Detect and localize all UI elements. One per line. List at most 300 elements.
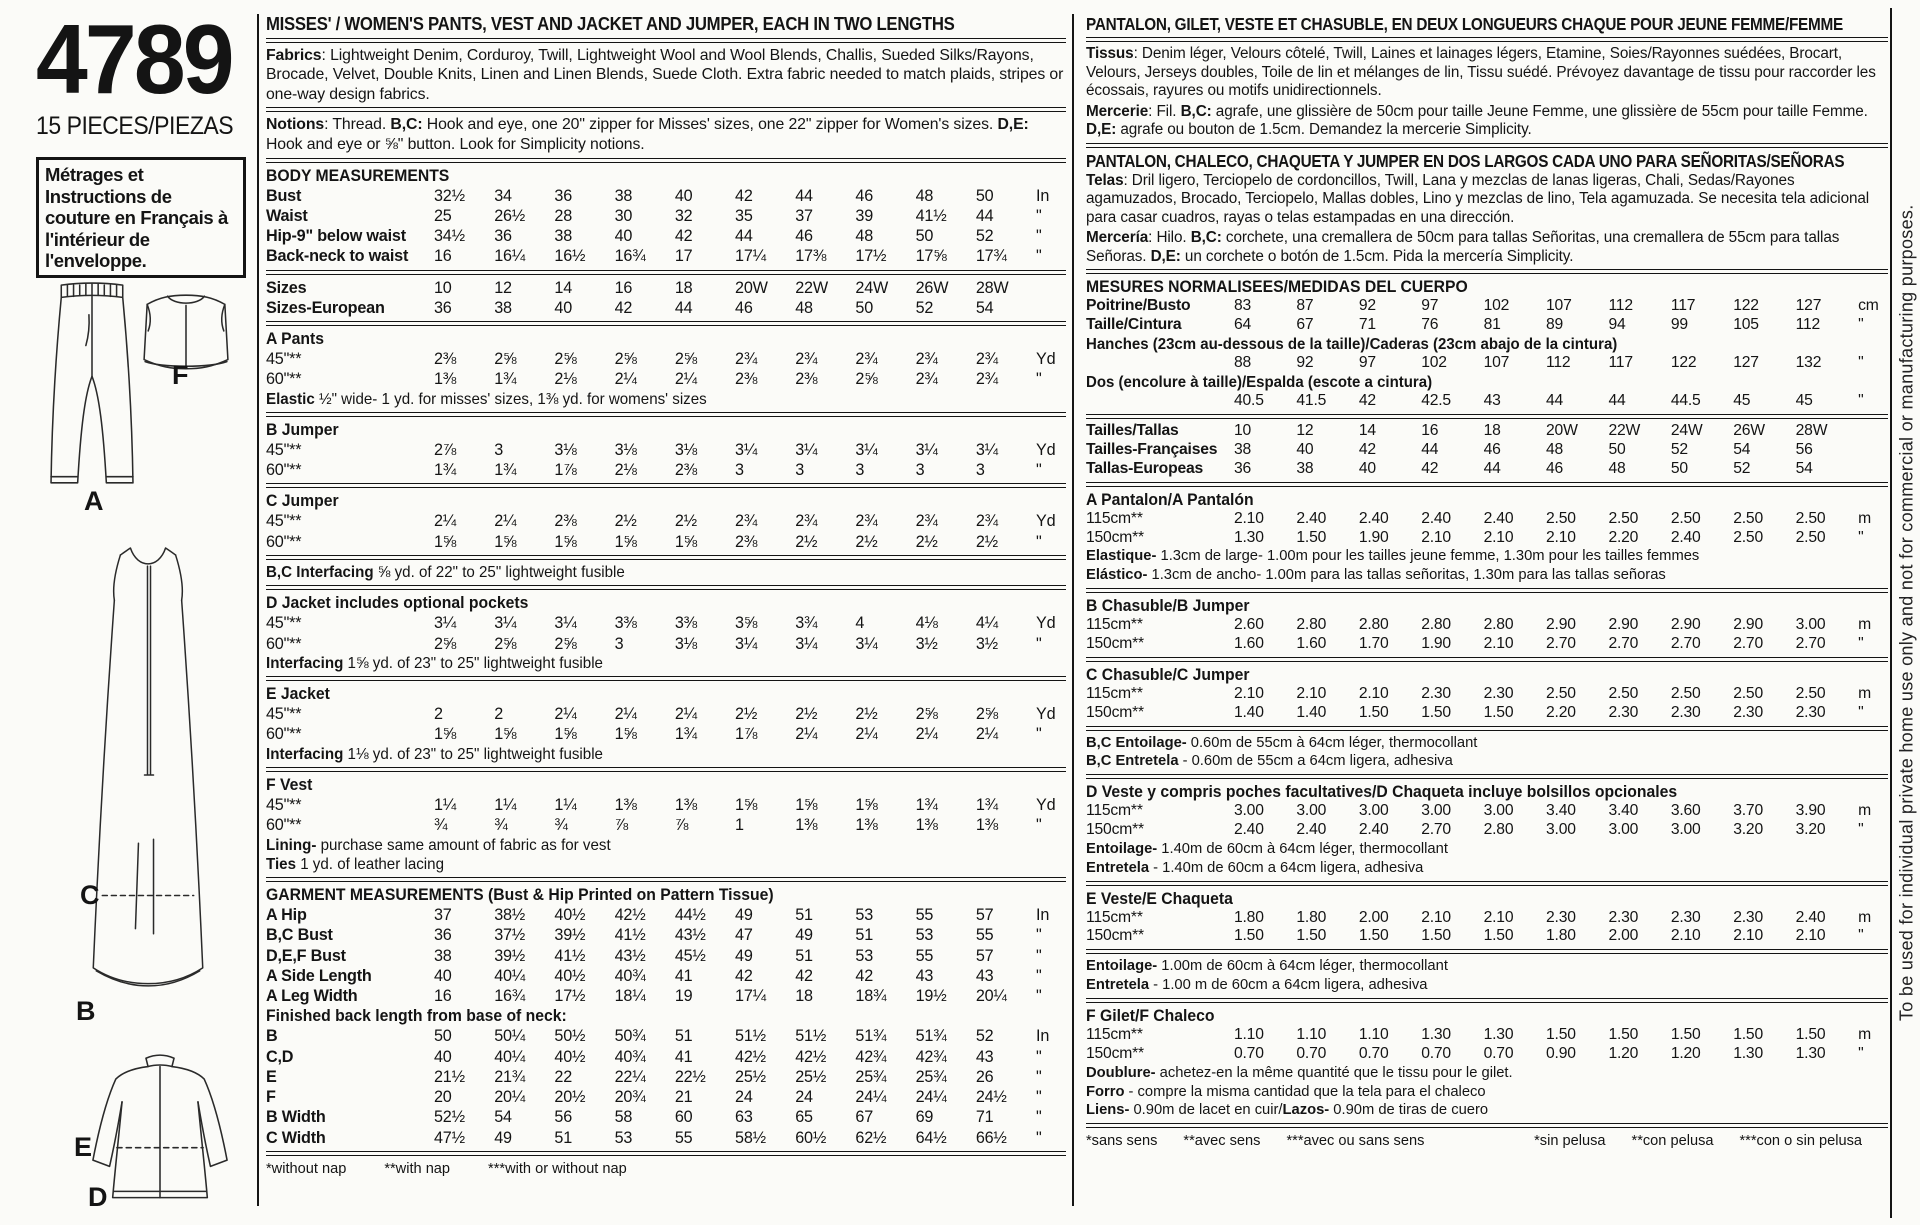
text-segment: un corchete o botón de 1.5cm. Pida la mercería Simplicity. <box>1180 247 1574 265</box>
row-label: 45"** <box>266 614 302 633</box>
text-segment: D,E: <box>1086 121 1117 139</box>
cell: 2¾ <box>975 350 998 369</box>
cell: 1¾ <box>975 796 998 814</box>
cell: 49 <box>735 946 753 965</box>
cell: 22¼ <box>614 1067 646 1086</box>
cell: 97 <box>1421 297 1439 315</box>
cell: 1 <box>735 816 744 835</box>
cell: 39 <box>855 206 874 225</box>
cell: 3¼ <box>795 440 818 459</box>
cell: 2.40 <box>1296 821 1327 839</box>
cell: 2⅝ <box>554 634 577 653</box>
cell: 0.70 <box>1234 1044 1264 1062</box>
cell: 16½ <box>554 247 586 266</box>
cell: 69 <box>915 1108 934 1127</box>
paragraph <box>1086 45 1888 101</box>
cell: 2¼ <box>434 512 457 531</box>
text-segment: agrafe, une glissière de 50cm pour taille Jeune Femme, une glissière de 55cm pour taille Femme. <box>1211 102 1868 120</box>
cell: 2.00 <box>1608 927 1639 945</box>
cell: 63 <box>735 1108 753 1127</box>
unit-label: m <box>1858 1025 1871 1043</box>
table-row <box>266 369 1066 389</box>
table-row <box>266 795 1066 815</box>
text-segment: : Lightweight Denim, Corduroy, Twill, Lightweight Wool and Wool Blends, Challis, Sueded Silks/Rayons, Brocade, Velvet, Double Knits, Linen and Linen Blends, Suede Cloth. Extra fabric needed to match plaids, stripes or one-way design fabrics. <box>266 46 1064 103</box>
cell: 28 <box>554 206 573 225</box>
cell: 1¼ <box>434 796 457 814</box>
cell: 38 <box>494 298 512 317</box>
cell: 17¼ <box>735 247 766 266</box>
unit-label: " <box>1036 247 1042 266</box>
cell: 1.50 <box>1483 927 1514 945</box>
cell: 2⅝ <box>494 350 517 369</box>
cell: 44 <box>1546 392 1564 410</box>
cell: 3.20 <box>1733 821 1763 839</box>
cell: 45½ <box>674 946 706 965</box>
cell: 3.90 <box>1795 802 1826 820</box>
cell: 14 <box>554 278 573 297</box>
french-instructions-box: Métrages et Instructions de couture en Français à l'intérieur de l'enveloppe. <box>36 157 246 278</box>
cell: 2½ <box>614 512 637 531</box>
cell: 2¾ <box>975 512 998 531</box>
cell: 1⅝ <box>554 532 577 551</box>
cell: 46 <box>735 298 753 317</box>
cell: 2.50 <box>1546 684 1576 702</box>
cell: 18 <box>1483 422 1501 440</box>
cell: 3 <box>915 461 925 480</box>
cell: 3⅛ <box>674 440 697 459</box>
cell: 26W <box>915 278 949 297</box>
cell: 2.20 <box>1546 703 1576 721</box>
unit-label: m <box>1858 509 1871 527</box>
cell: 44 <box>1608 392 1626 410</box>
cell: 51½ <box>795 1027 827 1046</box>
unit-label: " <box>1036 725 1042 744</box>
cell: 2.10 <box>1483 634 1514 652</box>
cell: 60 <box>674 1108 693 1127</box>
cell: 2⅜ <box>735 532 758 551</box>
cell: 2.10 <box>1795 927 1826 945</box>
row-label: Back-neck to waist <box>266 247 409 266</box>
text-segment: Mercerie <box>1086 102 1149 120</box>
table-row <box>266 986 1066 1006</box>
cell: 112 <box>1546 354 1571 372</box>
text-segment: Fabrics <box>266 46 322 64</box>
cell: 42 <box>1358 441 1376 459</box>
english-sections <box>266 46 1066 1156</box>
cell: 1⅜ <box>975 816 998 835</box>
table-row <box>266 1107 1066 1127</box>
cell: 42 <box>855 966 874 985</box>
cell: 1.50 <box>1421 703 1451 721</box>
section-divider <box>1086 588 1888 593</box>
text-segment: ½" wide- 1 yd. for misses' sizes, 1⅜ yd. for womens' sizes <box>314 390 707 408</box>
cell: 1¾ <box>915 796 938 814</box>
section-heading: E Jacket <box>266 685 330 704</box>
cell: 52 <box>1733 459 1751 477</box>
cell: 17½ <box>554 987 586 1006</box>
footnote-without-nap: *without nap <box>266 1160 347 1177</box>
cell: 34½ <box>434 227 465 246</box>
section-divider <box>266 158 1066 163</box>
table-row <box>1086 927 1888 946</box>
table-row <box>1086 616 1888 635</box>
unit-label: Yd <box>1036 350 1056 369</box>
view-label-a: A <box>84 486 105 516</box>
table-row <box>266 511 1066 531</box>
cell: 1.50 <box>1296 528 1327 546</box>
cell: 20W <box>735 278 768 297</box>
cell: 52 <box>1670 441 1688 459</box>
cell: 1.40 <box>1234 703 1264 721</box>
section-divider <box>266 676 1066 681</box>
table-note <box>1086 1083 1864 1102</box>
table-row <box>266 905 1066 925</box>
cell: 14 <box>1358 422 1376 440</box>
unit-label: cm <box>1858 297 1879 315</box>
unit-label: Yd <box>1036 705 1056 724</box>
unit-label: " <box>1036 816 1042 835</box>
cell: 2.30 <box>1608 703 1639 721</box>
cell: 2¼ <box>494 512 517 531</box>
table-row <box>266 946 1066 966</box>
cell: 43½ <box>614 946 646 965</box>
cell: 3 <box>494 440 504 459</box>
row-label: 115cm** <box>1086 684 1143 702</box>
unit-label: " <box>1858 821 1864 839</box>
cell: 2¾ <box>855 350 878 369</box>
cell: 4⅛ <box>915 614 938 633</box>
cell: ¾ <box>434 816 448 835</box>
cell: 17½ <box>855 247 887 266</box>
cell: 1.80 <box>1546 927 1576 945</box>
cell: 36 <box>434 298 452 317</box>
cell: 2¾ <box>735 512 758 531</box>
cell: 1.30 <box>1421 1025 1451 1043</box>
table-span-label: Dos (encolure à taille)/Espalda (escote a cintura) <box>1086 374 1433 392</box>
table-row <box>266 1087 1066 1107</box>
cell: 16 <box>434 247 452 266</box>
text-segment: agrafe ou bouton de 1.5cm. Demandez la mercerie Simplicity. <box>1116 121 1532 139</box>
footnote-with-nap: **with nap <box>384 1160 451 1177</box>
cell: 1⅝ <box>674 532 697 551</box>
cell: 52½ <box>434 1108 465 1127</box>
table-note <box>266 836 1042 855</box>
cell: 50 <box>1670 459 1688 477</box>
row-label: Tallas-Europeas <box>1086 459 1204 477</box>
cell: 48 <box>1608 459 1626 477</box>
cell: 1¾ <box>494 370 517 389</box>
cell: 42¾ <box>915 1047 947 1066</box>
text-segment: achetez-en la même quantité que le tissu pour le gilet. <box>1155 1063 1513 1081</box>
text-segment: Interfacing <box>266 745 344 763</box>
cell: 32½ <box>434 186 465 205</box>
table-row <box>266 1026 1066 1046</box>
cell: 21½ <box>434 1067 465 1086</box>
cell: 57 <box>975 906 994 925</box>
unit-label: In <box>1036 1027 1050 1046</box>
cell: 38½ <box>494 906 526 925</box>
cell: 2⅝ <box>915 705 938 724</box>
cell: 2¼ <box>674 705 697 724</box>
cell: 2 <box>494 705 504 724</box>
table-note <box>1086 976 1864 995</box>
cell: 65 <box>795 1108 813 1127</box>
cell: 2.50 <box>1670 684 1701 702</box>
cell: 1.20 <box>1608 1044 1639 1062</box>
cell: 2.40 <box>1483 509 1514 527</box>
cell: 10 <box>434 278 452 297</box>
cell: 28W <box>1795 422 1828 440</box>
cell: 1⅜ <box>795 816 818 835</box>
row-label: B <box>266 1027 278 1046</box>
row-label: 150cm** <box>1086 1044 1144 1062</box>
cell: 16¾ <box>614 247 646 266</box>
cell: 40¾ <box>614 1047 646 1066</box>
cell: 122 <box>1733 297 1759 315</box>
text-segment: Lining- <box>266 836 317 854</box>
section-heading: B Chasuble/B Jumper <box>1086 597 1250 616</box>
row-label: 45"** <box>266 440 302 459</box>
table-row <box>1086 510 1888 529</box>
cell: 3.00 <box>1670 821 1701 839</box>
cell: 38 <box>1234 441 1252 459</box>
cell: 2.90 <box>1733 616 1763 634</box>
table-note <box>1086 840 1864 859</box>
cell: 2.10 <box>1670 927 1701 945</box>
row-label: 60"** <box>266 461 302 480</box>
cell: 50 <box>915 227 934 246</box>
cell: 54 <box>494 1108 512 1127</box>
cell: 46 <box>855 186 874 205</box>
section-divider <box>1086 143 1888 148</box>
row-label: A Side Length <box>266 966 372 985</box>
section-heading: F Vest <box>266 775 313 794</box>
row-label: 150cm** <box>1086 703 1144 721</box>
cell: 51 <box>795 946 813 965</box>
paragraph <box>1086 172 1888 228</box>
cell: 0.70 <box>1483 1044 1514 1062</box>
cell: 3½ <box>915 634 938 653</box>
section-heading: B Jumper <box>266 420 339 439</box>
text-segment: 1 yd. of leather lacing <box>295 855 444 873</box>
unit-label: " <box>1036 1067 1042 1086</box>
table-row <box>266 724 1066 744</box>
table-row <box>266 246 1066 266</box>
cell: 2.50 <box>1546 509 1576 527</box>
cell: 53 <box>855 946 874 965</box>
table-row <box>266 1067 1066 1087</box>
cell: 1.10 <box>1296 1025 1327 1043</box>
cell: 2.70 <box>1795 634 1826 652</box>
cell: 2.10 <box>1296 684 1327 702</box>
table-row <box>1086 802 1888 821</box>
cell: 62½ <box>855 1128 887 1147</box>
section-divider <box>1086 657 1888 662</box>
cell: 3.00 <box>1296 802 1327 820</box>
view-label-e: E <box>74 1132 94 1162</box>
cell: 2.30 <box>1608 908 1639 926</box>
text-segment: Notions <box>266 116 325 134</box>
cell: 25 <box>434 206 452 225</box>
table-row <box>1086 909 1888 928</box>
cell: 42 <box>795 966 813 985</box>
row-label: C,D <box>266 1047 294 1066</box>
row-label: C Width <box>266 1128 326 1147</box>
cell: 36 <box>1234 459 1252 477</box>
cell: 51 <box>554 1128 573 1147</box>
row-label: A Hip <box>266 906 307 925</box>
cell: 2¼ <box>674 370 697 389</box>
cell: 89 <box>1546 316 1564 334</box>
cell: 43 <box>975 966 994 985</box>
section-divider <box>1086 949 1888 954</box>
cell: 3¼ <box>795 634 818 653</box>
table-row <box>1086 1026 1888 1045</box>
cell: 2⅝ <box>855 370 878 389</box>
cell: 46 <box>1483 441 1501 459</box>
cell: 49 <box>795 926 813 945</box>
text-segment: : Fil. <box>1148 102 1181 120</box>
table-row <box>1086 685 1888 704</box>
cell: 3 <box>975 461 985 480</box>
unit-label: In <box>1036 186 1050 205</box>
cell: 20¼ <box>494 1088 526 1107</box>
row-label: 115cm** <box>1086 908 1143 926</box>
cell: 41½ <box>554 946 586 965</box>
unit-label: " <box>1036 1108 1042 1127</box>
cell: 3⅜ <box>674 614 697 633</box>
unit-label: " <box>1036 532 1042 551</box>
cell: 2.10 <box>1733 927 1763 945</box>
section-divider <box>266 767 1066 772</box>
unit-label: " <box>1858 528 1864 546</box>
section-divider <box>266 877 1066 882</box>
cell: 2.80 <box>1483 616 1514 634</box>
cell: 1¼ <box>494 796 517 814</box>
cell: 117 <box>1670 297 1696 315</box>
cell: 36 <box>494 227 512 246</box>
cell: 24 <box>795 1088 813 1107</box>
text-segment: Forro <box>1086 1082 1125 1100</box>
table-row <box>266 634 1066 654</box>
row-label: 115cm** <box>1086 509 1143 527</box>
row-label: B Width <box>266 1108 326 1127</box>
unit-label: " <box>1036 634 1042 653</box>
text-segment: Entretela <box>1086 858 1150 876</box>
cell: 35 <box>735 206 753 225</box>
unit-label: " <box>1858 1044 1864 1062</box>
cell: 41 <box>674 1047 693 1066</box>
cell: 28W <box>975 278 1009 297</box>
english-column <box>266 14 1066 1177</box>
row-label: 45"** <box>266 796 302 814</box>
pieces-count: 15 PIECES/PIEZAS <box>36 112 234 141</box>
unit-label: In <box>1036 906 1050 925</box>
cell: 1.50 <box>1670 1025 1701 1043</box>
cell: 2.50 <box>1608 509 1639 527</box>
cell: 55 <box>915 946 934 965</box>
cell: 112 <box>1795 316 1821 334</box>
cell: 22 <box>554 1067 573 1086</box>
cell: 3.00 <box>1234 802 1264 820</box>
cell: 3⅛ <box>614 440 637 459</box>
cell: 44 <box>975 206 994 225</box>
cell: 64½ <box>915 1128 947 1147</box>
cell: 88 <box>1234 354 1252 372</box>
cell: 45 <box>1795 392 1813 410</box>
cell: ¾ <box>554 816 568 835</box>
cell: 10 <box>1234 422 1252 440</box>
cell: 2.90 <box>1546 616 1576 634</box>
cell: 47½ <box>434 1128 465 1147</box>
cell: 40¼ <box>494 966 526 985</box>
table-row <box>1086 441 1888 460</box>
cell: 41½ <box>915 206 947 225</box>
row-label: 150cm** <box>1086 821 1144 839</box>
cell: 99 <box>1670 316 1688 334</box>
cell: 34 <box>494 186 512 205</box>
text-segment: Entoilage- <box>1086 839 1158 857</box>
cell: 2½ <box>795 705 818 724</box>
cell: 53 <box>614 1128 633 1147</box>
table-note <box>1086 547 1864 566</box>
text-segment: 0.60m de 55cm à 64cm léger, thermocollant <box>1186 733 1478 751</box>
cell: 42 <box>1421 459 1439 477</box>
text-segment: 1.00m de 60cm à 64cm léger, thermocollant <box>1157 957 1448 975</box>
pattern-number: 4789 <box>36 4 232 114</box>
cell: 2.10 <box>1234 509 1264 527</box>
text-segment: Liens- <box>1086 1101 1130 1119</box>
text-segment: : Thread. <box>324 116 391 134</box>
table-note <box>1086 859 1864 878</box>
cell: 122 <box>1670 354 1697 372</box>
table-row <box>1086 422 1888 441</box>
foreign-column <box>1086 14 1888 1149</box>
cell: 18 <box>674 278 693 297</box>
row-label: Poitrine/Busto <box>1086 297 1191 315</box>
cell: 2.30 <box>1733 908 1763 926</box>
row-label: 115cm** <box>1086 802 1143 820</box>
cell: 42½ <box>614 906 646 925</box>
cell: 92 <box>1358 297 1376 315</box>
cell: 2½ <box>735 705 758 724</box>
row-label: B,C Bust <box>266 926 333 945</box>
cell: 2.50 <box>1733 528 1763 546</box>
cell: 2.80 <box>1483 821 1514 839</box>
cell: 1.50 <box>1608 1025 1639 1043</box>
home-use-notice: To be used for individual private home use only and not for commercial or manufacturing purposes. <box>1896 204 1917 1021</box>
cell: 57 <box>975 946 994 965</box>
unit-label: " <box>1036 966 1042 985</box>
cell: 3¼ <box>735 440 758 459</box>
cell: 3⅝ <box>735 614 758 633</box>
cell: 52 <box>975 227 994 246</box>
cell: 54 <box>1795 459 1813 477</box>
table-row <box>266 1047 1066 1067</box>
cell: 1¾ <box>674 725 697 744</box>
cell: 42¾ <box>855 1047 887 1066</box>
cell: 43½ <box>674 926 706 945</box>
cell: 102 <box>1483 297 1510 315</box>
row-label: 150cm** <box>1086 634 1144 652</box>
english-footnote-row <box>266 1161 1066 1177</box>
text-segment: : Denim léger, Velours côtelé, Twill, Laines et lainages légers, Etamine, Soies/Rayonnes suédées, Brocart, Velours, Jerseys doubles, Toile de lin et mélanges de lin, Tissu suédé. Prévoyez davantage de tissu pour raccorder les écossais, rayures ou motifs unidirectionnels. <box>1086 45 1876 100</box>
text-segment: 0.90m de lacet en cuir/ <box>1129 1101 1283 1119</box>
cell: 50¾ <box>614 1027 646 1046</box>
cell: 3.00 <box>1421 802 1451 820</box>
cell: 44½ <box>674 906 706 925</box>
paragraph <box>266 46 1066 105</box>
